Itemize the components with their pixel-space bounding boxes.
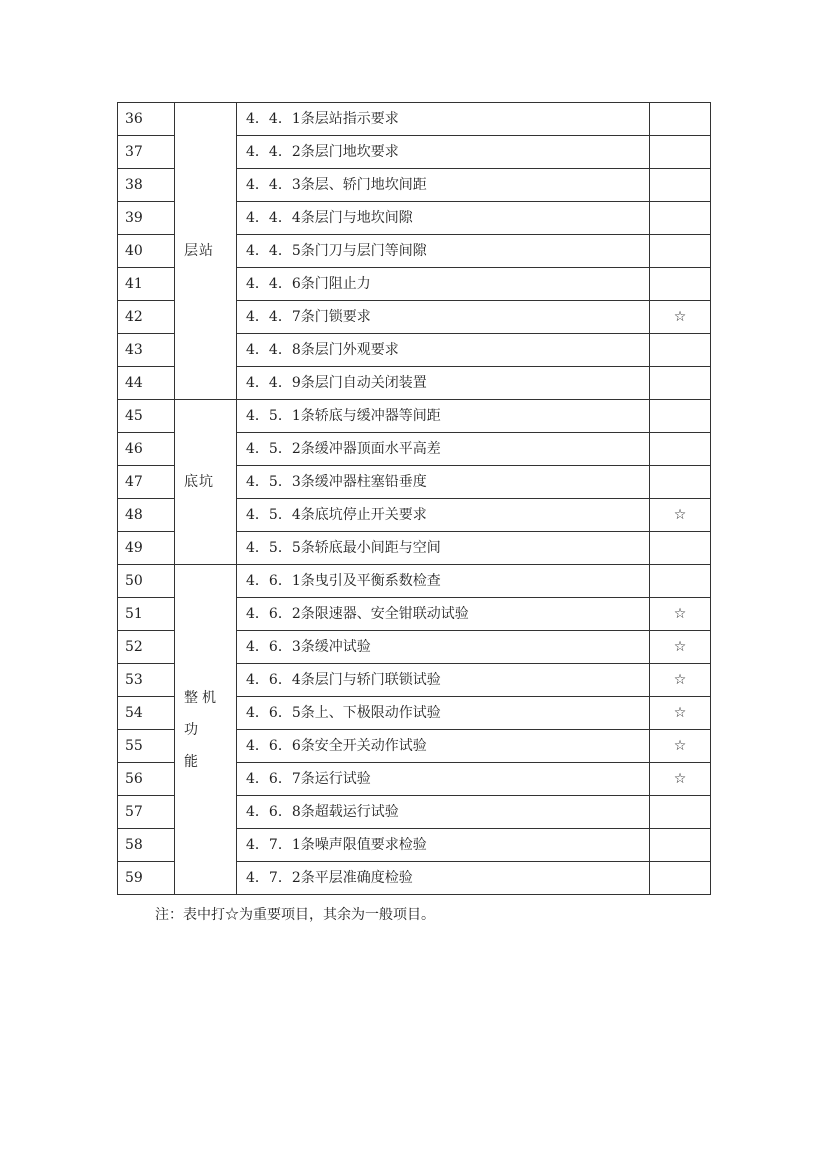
row-number: 51 bbox=[118, 598, 175, 631]
row-number: 50 bbox=[118, 565, 175, 598]
clause-cell: 4．4．5条门刀与层门等间隙 bbox=[237, 235, 650, 268]
clause-cell: 4．7．2条平层准确度检验 bbox=[237, 862, 650, 895]
clause-cell: 4．6．4条层门与轿门联锁试验 bbox=[237, 664, 650, 697]
row-number: 57 bbox=[118, 796, 175, 829]
clause-cell: 4．5．4条底坑停止开关要求 bbox=[237, 499, 650, 532]
category-label-line2: 能 bbox=[184, 753, 202, 770]
clause-cell: 4．6．3条缓冲试验 bbox=[237, 631, 650, 664]
clause-cell: 4．4．3条层、轿门地坎间距 bbox=[237, 169, 650, 202]
clause-cell: 4．4．7条门锁要求 bbox=[237, 301, 650, 334]
importance-mark bbox=[650, 829, 711, 862]
clause-cell: 4．6．8条超载运行试验 bbox=[237, 796, 650, 829]
category-cell-whole-machine bbox=[175, 565, 237, 895]
row-number: 45 bbox=[118, 400, 175, 433]
importance-mark bbox=[650, 565, 711, 598]
clause-cell: 4．4．1条层站指示要求 bbox=[237, 103, 650, 136]
clause-cell: 4．4．6条门阻止力 bbox=[237, 268, 650, 301]
row-number: 58 bbox=[118, 829, 175, 862]
clause-cell: 4．6．5条上、下极限动作试验 bbox=[237, 697, 650, 730]
row-number: 48 bbox=[118, 499, 175, 532]
star-outline-icon: ☆ bbox=[650, 499, 711, 532]
importance-mark bbox=[650, 268, 711, 301]
category-cell-pit: 底坑 bbox=[175, 400, 237, 565]
importance-mark bbox=[650, 367, 711, 400]
row-number: 44 bbox=[118, 367, 175, 400]
row-number: 59 bbox=[118, 862, 175, 895]
table-row bbox=[118, 103, 711, 136]
row-number: 43 bbox=[118, 334, 175, 367]
row-number: 41 bbox=[118, 268, 175, 301]
row-number: 56 bbox=[118, 763, 175, 796]
importance-mark bbox=[650, 400, 711, 433]
row-number: 40 bbox=[118, 235, 175, 268]
importance-mark bbox=[650, 202, 711, 235]
row-number: 36 bbox=[118, 103, 175, 136]
row-number: 38 bbox=[118, 169, 175, 202]
clause-cell: 4．6．1条曳引及平衡系数检查 bbox=[237, 565, 650, 598]
clause-cell: 4．4．2条层门地坎要求 bbox=[237, 136, 650, 169]
clause-cell: 4．5．1条轿底与缓冲器等间距 bbox=[237, 400, 650, 433]
importance-mark bbox=[650, 169, 711, 202]
row-number: 54 bbox=[118, 697, 175, 730]
table-footnote: 注：表中打☆为重要项目，其余为一般项目。 bbox=[155, 907, 435, 923]
row-number: 46 bbox=[118, 433, 175, 466]
clause-cell: 4．5．3条缓冲器柱塞铅垂度 bbox=[237, 466, 650, 499]
category-label-line1: 整机功 bbox=[184, 689, 220, 738]
star-outline-icon: ☆ bbox=[650, 730, 711, 763]
star-outline-icon: ☆ bbox=[650, 664, 711, 697]
star-outline-icon: ☆ bbox=[650, 763, 711, 796]
importance-mark bbox=[650, 862, 711, 895]
importance-mark bbox=[650, 136, 711, 169]
row-number: 47 bbox=[118, 466, 175, 499]
category-cell-landing: 层站 bbox=[175, 103, 237, 400]
importance-mark bbox=[650, 466, 711, 499]
clause-cell: 4．7．1条噪声限值要求检验 bbox=[237, 829, 650, 862]
inspection-items-table bbox=[117, 102, 711, 895]
row-number: 37 bbox=[118, 136, 175, 169]
importance-mark bbox=[650, 532, 711, 565]
clause-cell: 4．6．6条安全开关动作试验 bbox=[237, 730, 650, 763]
star-outline-icon: ☆ bbox=[650, 598, 711, 631]
clause-cell: 4．5．5条轿底最小间距与空间 bbox=[237, 532, 650, 565]
clause-cell: 4．5．2条缓冲器顶面水平高差 bbox=[237, 433, 650, 466]
table-row bbox=[118, 400, 711, 433]
importance-mark bbox=[650, 235, 711, 268]
row-number: 53 bbox=[118, 664, 175, 697]
importance-mark bbox=[650, 334, 711, 367]
importance-mark bbox=[650, 796, 711, 829]
star-outline-icon: ☆ bbox=[650, 631, 711, 664]
star-outline-icon: ☆ bbox=[650, 697, 711, 730]
clause-cell: 4．4．8条层门外观要求 bbox=[237, 334, 650, 367]
clause-cell: 4．4．4条层门与地坎间隙 bbox=[237, 202, 650, 235]
star-outline-icon: ☆ bbox=[650, 301, 711, 334]
row-number: 39 bbox=[118, 202, 175, 235]
row-number: 55 bbox=[118, 730, 175, 763]
clause-cell: 4．4．9条层门自动关闭装置 bbox=[237, 367, 650, 400]
row-number: 52 bbox=[118, 631, 175, 664]
row-number: 49 bbox=[118, 532, 175, 565]
row-number: 42 bbox=[118, 301, 175, 334]
table-row bbox=[118, 565, 711, 598]
importance-mark bbox=[650, 433, 711, 466]
clause-cell: 4．6．2条限速器、安全钳联动试验 bbox=[237, 598, 650, 631]
importance-mark bbox=[650, 103, 711, 136]
clause-cell: 4．6．7条运行试验 bbox=[237, 763, 650, 796]
